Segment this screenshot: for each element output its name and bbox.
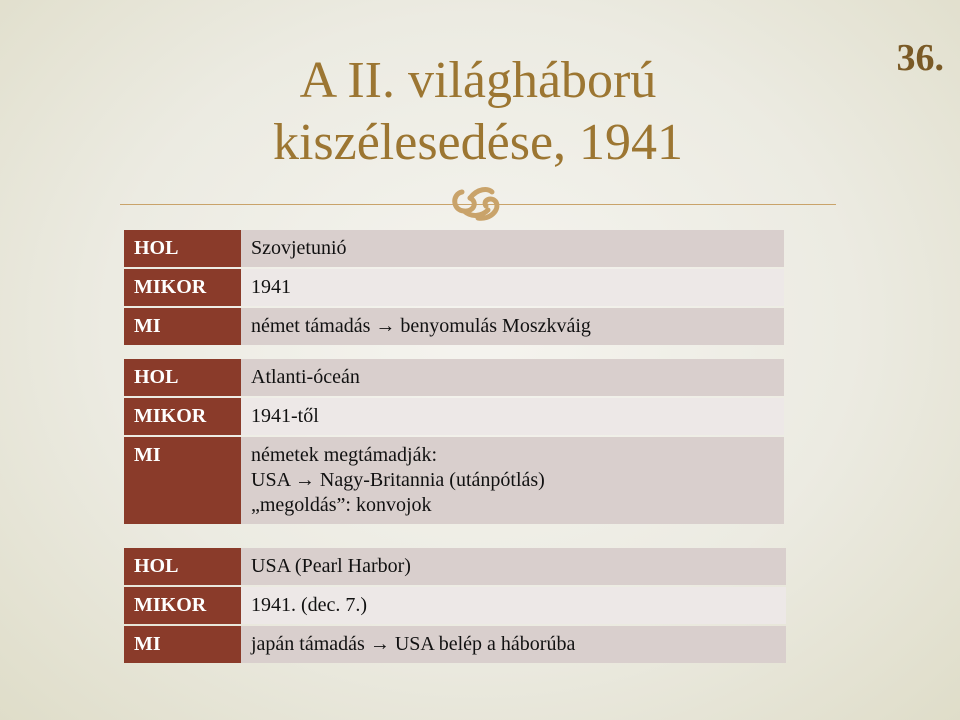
table-row	[124, 626, 786, 663]
title-line-2: kiszélesedése, 1941	[272, 114, 684, 171]
value-line: németek megtámadják:	[251, 444, 438, 466]
row-label-hol: HOL	[124, 359, 241, 396]
table-row	[124, 269, 784, 306]
slide-title	[120, 50, 836, 174]
table-row	[124, 587, 786, 624]
row-label-mikor: MIKOR	[124, 269, 241, 306]
title-line-1: A II. világháború	[299, 52, 657, 109]
value-line: Atlanti-óceán	[251, 366, 360, 388]
row-value	[241, 587, 786, 624]
row-value	[241, 398, 784, 435]
row-value	[241, 308, 784, 345]
value-line: japán támadás → USA belép a háborúba	[251, 633, 576, 655]
value-line: német támadás → benyomulás Moszkváig	[251, 315, 591, 337]
info-table-3	[124, 546, 786, 665]
table-row	[124, 308, 784, 345]
row-label-mi: MI	[124, 308, 241, 345]
row-value	[241, 269, 784, 306]
value-line: „megoldás”: konvojok	[251, 494, 432, 516]
table-row	[124, 437, 784, 524]
row-value	[241, 230, 784, 267]
table-row	[124, 398, 784, 435]
row-value	[241, 626, 786, 663]
slide-number: 36.	[896, 37, 944, 79]
row-label-hol: HOL	[124, 230, 241, 267]
value-line: 1941-től	[251, 405, 319, 427]
row-label-mi: MI	[124, 626, 241, 663]
info-table-2	[124, 357, 784, 526]
value-line: USA → Nagy-Britannia (utánpótlás)	[251, 469, 545, 491]
table-row	[124, 548, 786, 585]
value-line: 1941. (dec. 7.)	[251, 594, 368, 616]
value-line: USA (Pearl Harbor)	[251, 555, 411, 577]
row-value	[241, 437, 784, 524]
row-label-mikor: MIKOR	[124, 398, 241, 435]
value-line: 1941	[251, 276, 291, 298]
value-line: Szovjetunió	[251, 237, 347, 259]
row-value	[241, 548, 786, 585]
table-row	[124, 230, 784, 267]
row-label-mikor: MIKOR	[124, 587, 241, 624]
row-label-hol: HOL	[124, 548, 241, 585]
table-row	[124, 359, 784, 396]
info-table-1	[124, 228, 784, 347]
row-label-mi: MI	[124, 437, 241, 524]
swirl-flourish-icon	[448, 180, 510, 224]
row-value	[241, 359, 784, 396]
